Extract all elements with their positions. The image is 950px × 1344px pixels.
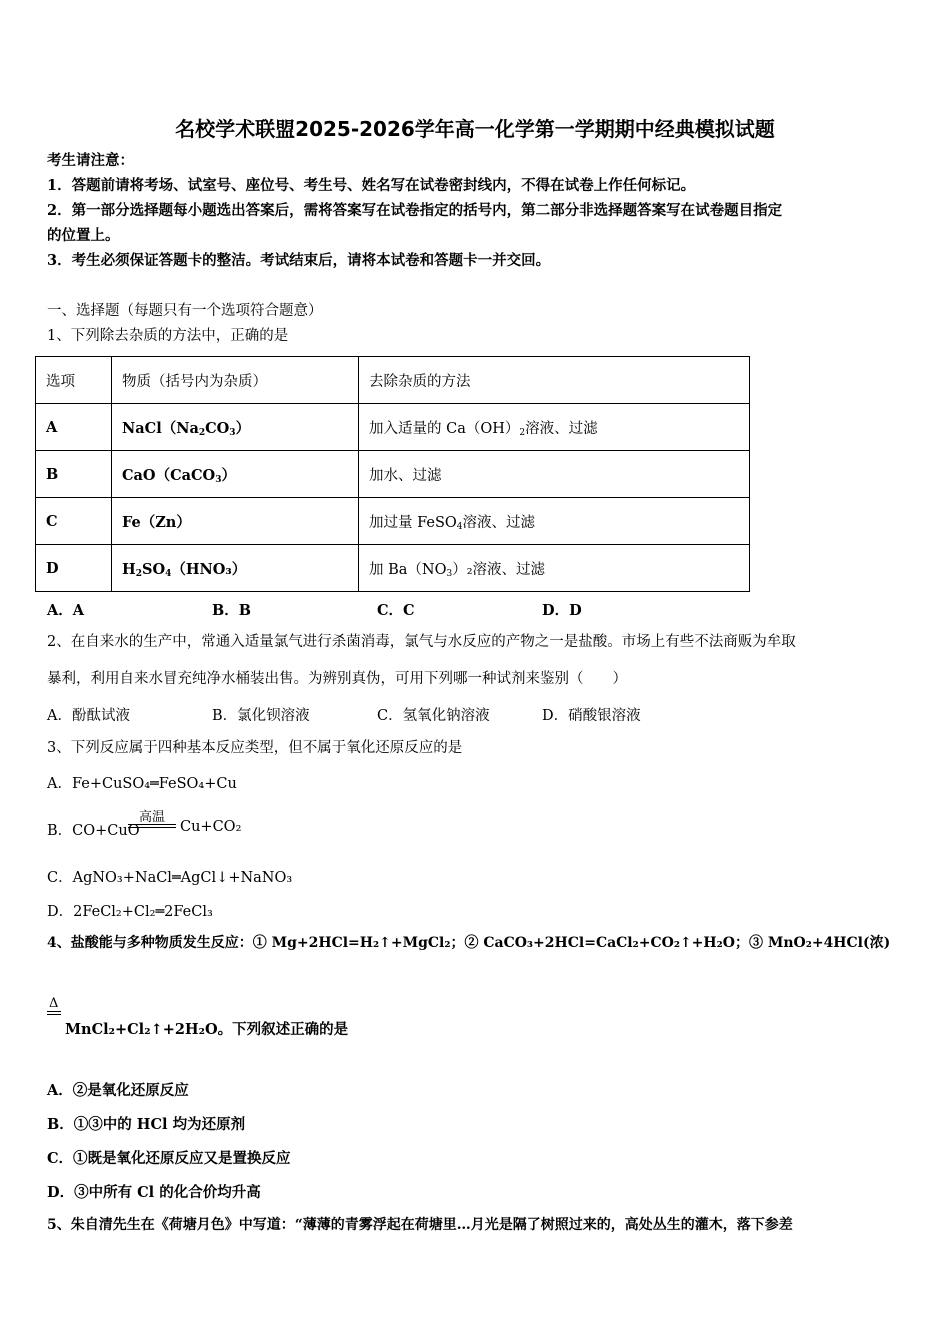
notice-heading: 考生请注意： — [47, 152, 134, 169]
table-cell-method: 加 $Ba(NO_3)_2$溶液、过滤 — [359, 545, 750, 592]
notice-item: 的位置上。 — [47, 227, 120, 244]
q3-option-c: C．AgNO₃+NaCl═AgCl↓+NaNO₃ — [47, 870, 293, 886]
q1-stem: 1、下列除去杂质的方法中，正确的是 — [47, 328, 289, 344]
q4-option-b: B．①③中的 HCl 均为还原剂 — [47, 1116, 246, 1133]
q2-option-a: A．酚酞试液 — [47, 708, 130, 724]
notice-item: 2．第一部分选择题每小题选出答案后，需将答案写在试卷指定的括号内，第二部分非选择题答案写在试卷题目指定 — [47, 202, 783, 219]
q3-option-b-products: Cu+CO₂ — [180, 819, 242, 835]
table-header-cell: 去除杂质的方法 — [359, 357, 750, 404]
table-cell-substance: $NaCl(Na_2CO_3)$ — [112, 404, 359, 451]
table-cell-option: D — [36, 545, 112, 592]
q1-table — [35, 356, 750, 592]
q2-stem-line1: 2、在自来水的生产中，常通入适量氯气进行杀菌消毒，氯气与水反应的产物之一是盐酸。市场上有些不法商贩为牟取 — [47, 634, 796, 650]
q3-stem: 3、下列反应属于四种基本反应类型，但不属于氧化还原反应的是 — [47, 740, 463, 756]
q4-stem-continued: MnCl₂+Cl₂↑+2H₂O。下列叙述正确的是 — [65, 1021, 349, 1038]
table-cell-option: C — [36, 498, 112, 545]
table-header-cell: 物质（括号内为杂质） — [112, 357, 359, 404]
table-cell-substance: $H_2SO_4(HNO_3)$ — [112, 545, 359, 592]
table-cell-method: 加过量 FeSO$_4$溶液、过滤 — [359, 498, 750, 545]
equals-bar-bottom — [128, 827, 176, 828]
table-row — [36, 545, 750, 592]
table-header-cell: 选项 — [36, 357, 112, 404]
q3-option-d: D．2FeCl₂+Cl₂═2FeCl₃ — [47, 904, 213, 920]
table-cell-option: A — [36, 404, 112, 451]
q1-option-d: D．D — [542, 602, 582, 619]
table-cell-method: 加入适量的 $Ca(OH)_2$溶液、过滤 — [359, 404, 750, 451]
q4-option-d: D．③中所有 Cl 的化合价均升高 — [47, 1184, 261, 1201]
notice-item: 3．考生必须保证答题卡的整洁。考试结束后，请将本试卷和答题卡一并交回。 — [47, 252, 551, 269]
q1-option-b: B．B — [212, 602, 252, 619]
q3-option-a: A．Fe+CuSO₄═FeSO₄+Cu — [47, 776, 237, 792]
table-header-row — [36, 357, 750, 404]
q4-stem: 4、盐酸能与多种物质发生反应：① Mg+2HCl=H₂↑+MgCl₂；② CaCO₃+2HCl=CaCl₂+CO₂↑+H₂O；③ MnO₂+4HCl(浓) — [47, 935, 891, 951]
page-title: 名校学术联盟2025-2026学年高一化学第一学期期中经典模拟试题 — [175, 117, 775, 141]
q2-option-d: D．硝酸银溶液 — [542, 708, 641, 724]
table-cell-substance: CaO（CaCO$_3$） — [112, 451, 359, 498]
heat-condition — [47, 996, 63, 1016]
table-row — [36, 498, 750, 545]
section-heading: 一、选择题（每题只有一个选项符合题意） — [47, 303, 323, 319]
equals-bar-top — [47, 1011, 61, 1012]
q1-option-a: A．A — [47, 602, 85, 619]
q2-option-c: C．氢氧化钠溶液 — [377, 708, 490, 724]
q2-stem-line2: 暴利，利用自来水冒充纯净水桶装出售。为辨别真伪，可用下列哪一种试剂来鉴别（ ） — [47, 671, 627, 687]
q1-option-c: C．C — [377, 602, 415, 619]
q4-option-a: A．②是氧化还原反应 — [47, 1082, 189, 1099]
table-row — [36, 451, 750, 498]
equals-bar-bottom — [47, 1014, 61, 1015]
table-cell-option: B — [36, 451, 112, 498]
table-row — [36, 404, 750, 451]
table-cell-substance: Fe（Zn） — [112, 498, 359, 545]
condition-label: 高温 — [138, 810, 165, 825]
equals-bar-top — [128, 824, 176, 825]
q2-option-b: B．氯化钡溶液 — [212, 708, 310, 724]
q4-option-c: C．①既是氧化还原反应又是置换反应 — [47, 1150, 291, 1167]
table-cell-method: 加水、过滤 — [359, 451, 750, 498]
q3-option-b: B．CO+CuO — [47, 823, 140, 839]
notice-item: 1．答题前请将考场、试室号、座位号、考生号、姓名写在试卷密封线内，不得在试卷上作任何标记。 — [47, 177, 696, 194]
delta-symbol: Δ — [49, 996, 59, 1011]
reaction-condition — [128, 806, 176, 830]
q5-stem: 5、朱自清先生在《荷塘月色》中写道：“薄薄的青雾浮起在荷塘里…月光是隔了树照过来的，高处丛生的灌木，落下参差 — [47, 1217, 793, 1233]
